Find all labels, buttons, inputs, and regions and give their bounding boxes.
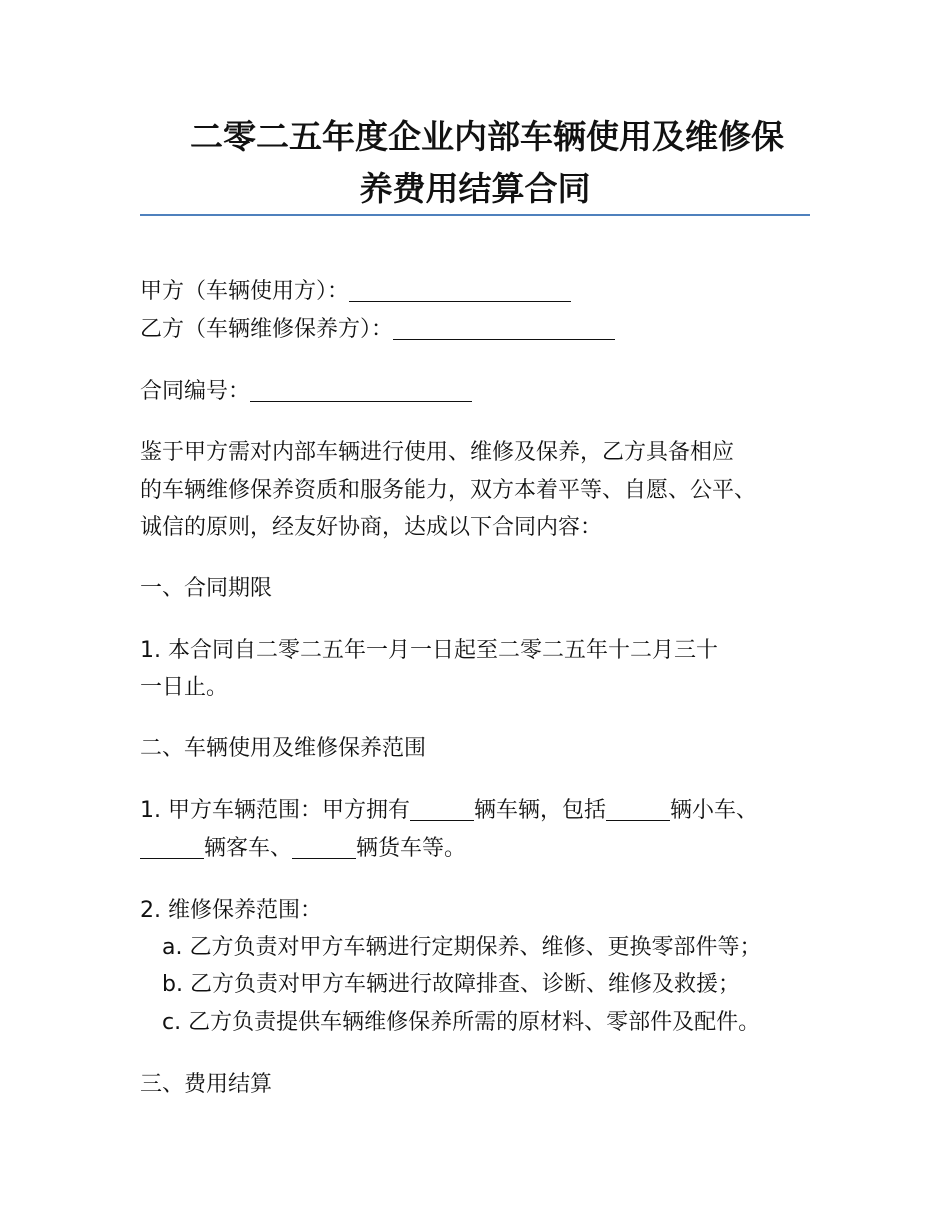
preamble-line-3: 诚信的原则，经友好协商，达成以下合同内容： [140, 515, 603, 540]
contract-number-blank [250, 377, 472, 402]
buses-blank [140, 834, 204, 859]
contract-number-line [140, 374, 472, 410]
vehicle-scope-line-1 [140, 793, 758, 829]
vehicle-scope-text-4: 辆客车、 [204, 836, 293, 861]
contract-number-label: 合同编号： [140, 379, 251, 404]
cars-blank [606, 796, 670, 821]
party-a-label: 甲方（车辆使用方）： [140, 279, 350, 304]
vehicle-scope-text-3: 辆小车、 [670, 798, 759, 823]
section-1-item-1-line-2: 一日止。 [140, 675, 229, 700]
section-2-heading: 二、车辆使用及维修保养范围 [140, 736, 427, 761]
maintenance-subitem-b: b. 乙方负责对甲方车辆进行故障排查、诊断、维修及救援； [162, 972, 740, 997]
preamble-line-1: 鉴于甲方需对内部车辆进行使用、维修及保养，乙方具备相应 [140, 440, 735, 465]
vehicle-scope-text-5: 辆货车等。 [356, 836, 467, 861]
vehicle-scope-text-2: 辆车辆，包括 [473, 798, 606, 823]
party-b-label: 乙方（车辆维修保养方）： [140, 317, 394, 342]
maintenance-subitem-a: a. 乙方负责对甲方车辆进行定期保养、维修、更换零部件等； [162, 935, 762, 960]
document-title-line-2: 养费用结算合同 [359, 169, 591, 208]
section-3-heading: 三、费用结算 [140, 1072, 273, 1097]
section-1-item-1-line-1: 1. 本合同自二零二五年一月一日起至二零二五年十二月三十 [140, 638, 718, 663]
title-divider [140, 214, 810, 216]
vehicle-scope-text-1: 1. 甲方车辆范围：甲方拥有 [140, 798, 410, 823]
preamble-line-2: 的车辆维修保养资质和服务能力，双方本着平等、自愿、公平、 [140, 478, 757, 503]
trucks-blank [292, 834, 356, 859]
party-b-blank [393, 315, 615, 340]
party-a-blank [349, 277, 571, 302]
maintenance-subitem-c: c. 乙方负责提供车辆维修保养所需的原材料、零部件及配件。 [162, 1010, 761, 1035]
maintenance-scope-label: 2. 维修保养范围： [140, 898, 322, 923]
section-1-heading: 一、合同期限 [140, 576, 273, 601]
document-title-line-1: 二零二五年度企业内部车辆使用及维修保 [190, 117, 784, 156]
party-a-line [140, 274, 571, 310]
vehicle-scope-line-2 [140, 831, 466, 867]
party-b-line [140, 312, 615, 348]
total-vehicles-blank [410, 796, 474, 821]
